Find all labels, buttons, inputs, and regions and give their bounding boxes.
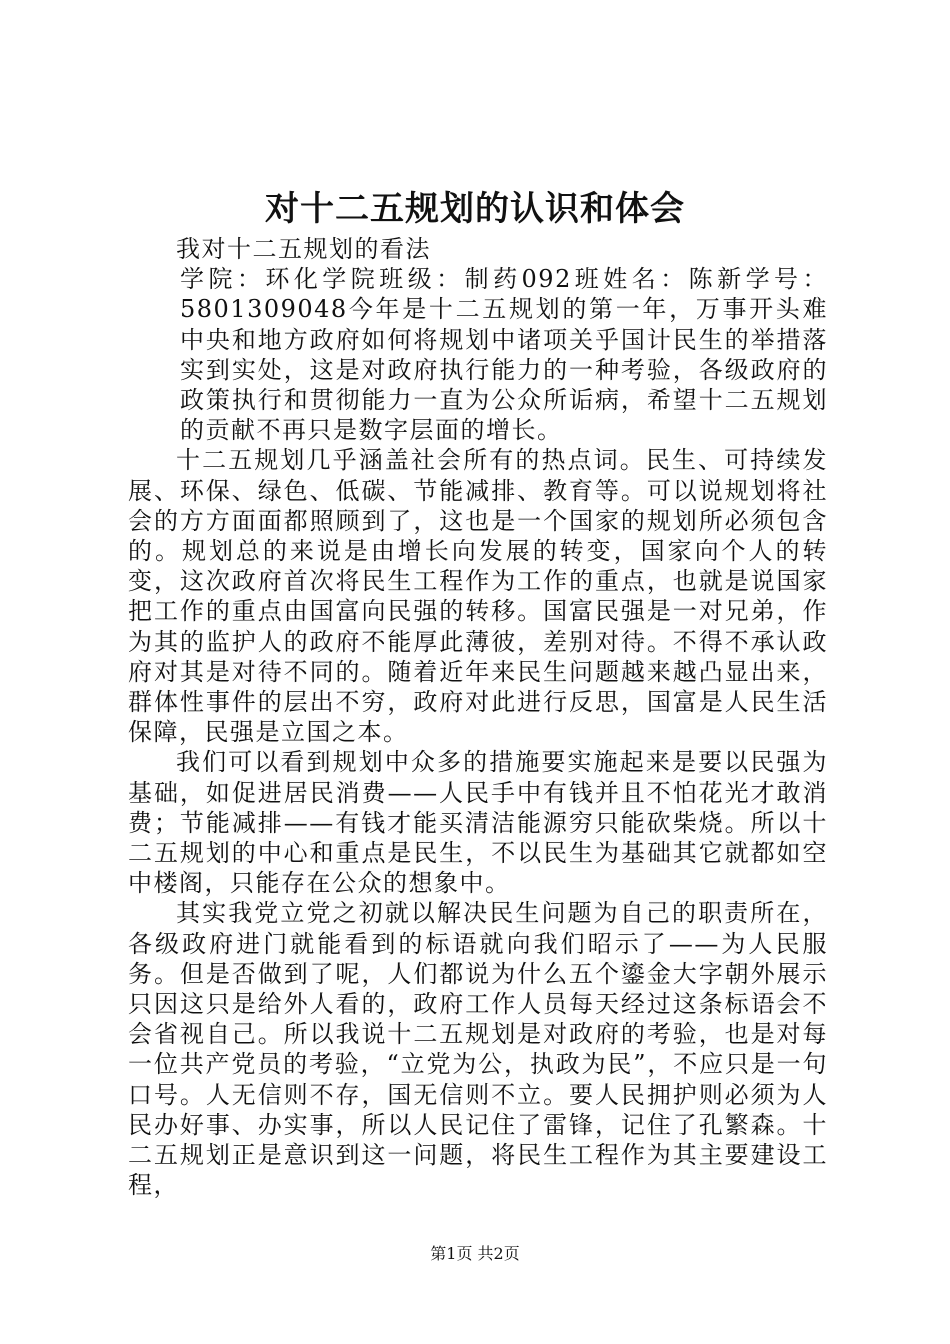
- page-footer: 第1页 共2页: [430, 1244, 520, 1263]
- paragraph-heading: 我对十二五规划的看法: [176, 235, 431, 263]
- paragraph-measures: 我们可以看到规划中众多的措施要实施起来是要以民强为基础，如促进居民消费——人民手中有钱并且不怕花光才敢消费；节能减排——有钱才能买清洁能源穷只能砍柴烧。所以十二五规划的中心和重点是民生，不以民生为基础其它就都如空中楼阁，只能存在公众的想象中。: [128, 748, 828, 898]
- paragraph-hot-words: 十二五规划几乎涵盖社会所有的热点词。民生、可持续发展、环保、绿色、低碳、节能减排、教育等。可以说规划将社会的方方面面都照顾到了，这也是一个国家的规划所必须包含的。规划总的来说是由增长向发展的转变，国家向个人的转变，这次政府首次将民生工程作为工作的重点，也就是说国家把工作的重点由国富向民强的转移。国富民强是一对兄弟，作为其的监护人的政府不能厚此薄彼，差别对待。不得不承认政府对其是对待不同的。随着近年来民生问题越来越凸显出来，群体性事件的层出不穷，政府对此进行反思，国富是人民生活保障，民强是立国之本。: [128, 446, 828, 747]
- paragraph-student-info: 学院：环化学院班级：制药092班姓名：陈新学号：5801309048今年是十二五规划的第一年，万事开头难中央和地方政府如何将规划中诸项关乎国计民生的举措落实到实处，这是对政府执行能力的一种考验，各级政府的政策执行和贯彻能力一直为公众所诟病，希望十二五规划的贡献不再只是数字层面的增长。: [180, 265, 828, 445]
- document-title: 对十二五规划的认识和体会: [265, 189, 685, 229]
- document-body: [128, 234, 828, 1201]
- paragraph-party-duty: 其实我党立党之初就以解决民生问题为自己的职责所在，各级政府进门就能看到的标语就向我们昭示了——为人民服务。但是否做到了呢，人们都说为什么五个鎏金大字朝外展示只因这只是给外人看的，政府工作人员每天经过这条标语会不会省视自己。所以我说十二五规划是对政府的考验，也是对每一位共产党员的考验，“立党为公，执政为民”，不应只是一句口号。人无信则不存，国无信则不立。要人民拥护则必须为人民办好事、办实事，所以人民记住了雷锋，记住了孔繁森。十二五规划正是意识到这一问题，将民生工程作为其主要建设工程，: [128, 899, 828, 1200]
